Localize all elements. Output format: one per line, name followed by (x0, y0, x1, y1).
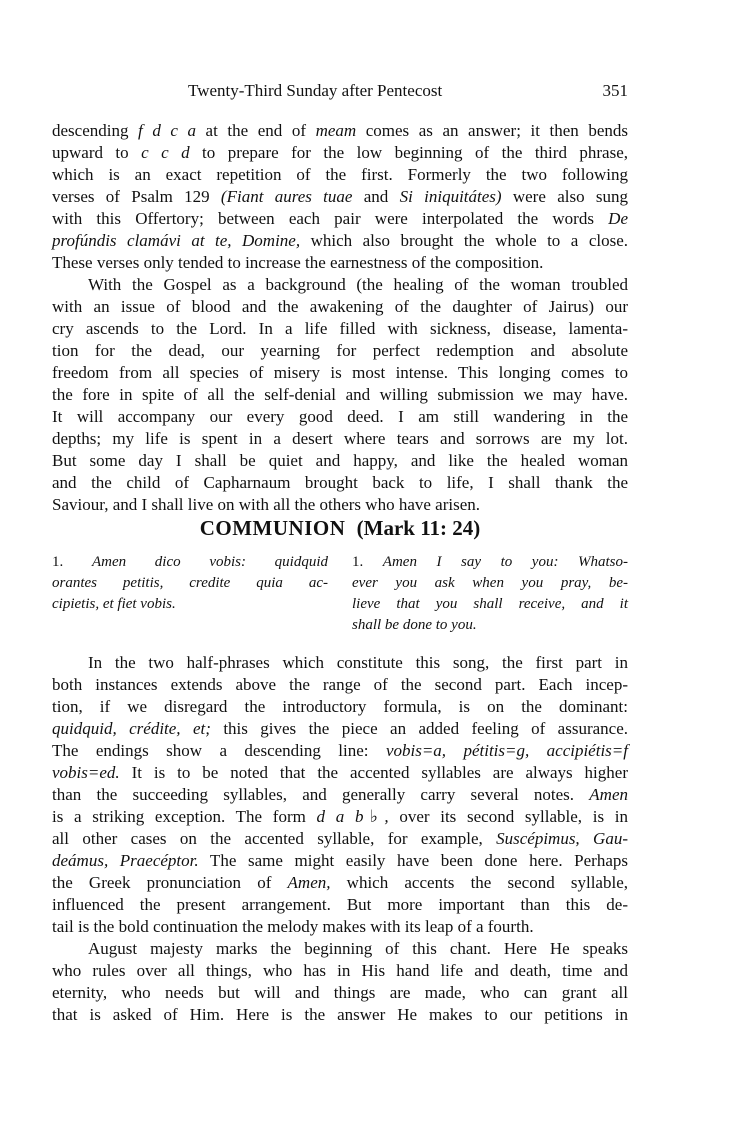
text-line (52, 450, 628, 472)
text-run: Saviour, and I shall live on with all the others who have arisen. (52, 495, 480, 514)
text-line (52, 806, 628, 828)
text-line (52, 552, 328, 573)
paragraph-communion-analysis (52, 652, 628, 938)
italic-text-run: c c d (141, 143, 190, 162)
running-head (52, 80, 628, 102)
page-number: 351 (602, 81, 628, 100)
text-line (352, 615, 628, 636)
text-run: comes as an answer; it then bends (356, 121, 628, 140)
verse-number: 1. (52, 554, 92, 570)
text-line (52, 230, 628, 252)
italic-text-run: De (608, 209, 628, 228)
text-line (52, 696, 628, 718)
text-run: Amen dico vobis: quidquid (91, 554, 328, 570)
italic-text-run: meam (315, 121, 357, 140)
text-run: It will accompany our every good deed. I am still wandering in the (52, 407, 628, 426)
text-run: The endings show a descending line: (52, 741, 386, 760)
scripture-reference: (Mark 11: 24) (356, 516, 481, 540)
text-line (52, 164, 628, 186)
text-run: cry ascends to the Lord. In a life filled with sickness, disease, lamenta- (52, 319, 628, 338)
text-run: verses of Psalm 129 (52, 187, 221, 206)
text-run: is a striking exception. The form (52, 807, 317, 826)
text-run: It is to be noted that the accented syllables are always higher (119, 763, 628, 782)
text-line (52, 384, 628, 406)
text-run: tail is the bold continuation the melody makes with its leap of a fourth. (52, 917, 534, 936)
text-line (52, 340, 628, 362)
latin-text-column (52, 552, 328, 615)
text-run: depths; my life is spent in a desert where tears and sorrows are my lot. (52, 429, 628, 448)
text-run: and the child of Capharnaum brought back to life, I shall thank the (52, 473, 628, 492)
text-line (52, 472, 628, 494)
italic-text-run: Amen (589, 785, 628, 804)
text-line (52, 318, 628, 340)
text-run: freedom from all species of misery is most intense. This longing comes to (52, 363, 628, 382)
text-line (52, 186, 628, 208)
italic-text-run: (Fiant aures tuae (220, 187, 353, 206)
text-run: descending (52, 121, 139, 140)
italic-text-run: f d c a (138, 121, 196, 140)
text-run: which is an exact repetition of the first. Formerly the two following (52, 165, 628, 184)
text-run: the Greek pronunciation of (52, 873, 288, 892)
text-run: which accents the second syllable, (330, 873, 628, 892)
text-line (52, 718, 628, 740)
text-line (52, 938, 628, 960)
text-line (52, 674, 628, 696)
italic-text-run: Amen, (287, 873, 331, 892)
text-line (52, 850, 628, 872)
text-line (52, 274, 628, 296)
italic-text-run: vobis=ed. (52, 763, 120, 782)
text-run: and (352, 187, 400, 206)
italic-text-run: d a b♭, (316, 807, 389, 826)
text-line (352, 552, 628, 573)
text-run: These verses only tended to increase the earnestness of the composition. (52, 253, 544, 272)
text-run: Amen I say to you: Whatso- (382, 554, 628, 570)
text-line (52, 428, 628, 450)
italic-text-run: Suscépimus, Gau- (496, 829, 628, 848)
text-line (52, 120, 628, 142)
section-heading (52, 514, 628, 542)
section-title: COMMUNION (199, 516, 346, 540)
text-run: orantes petitis, credite quia ac- (52, 575, 328, 591)
italic-text-run: quidquid, crédite, et; (52, 719, 211, 738)
text-run: with an issue of blood and the awakening of the daughter of Jairus) our (52, 297, 628, 316)
text-line (52, 740, 628, 762)
text-run: this gives the piece an added feeling of assurance. (210, 719, 628, 738)
text-line (52, 1004, 628, 1026)
italic-text-run: profúndis clamávi at te, Domine, (52, 231, 301, 250)
text-run: that is asked of Him. Here is the answer He makes to our petitions in (52, 1005, 628, 1024)
text-run: The same might easily have been done here. Perhaps (198, 851, 628, 870)
text-run: cipietis, et fiet vobis. (52, 596, 176, 612)
text-line (52, 960, 628, 982)
text-run: August majesty marks the beginning of this chant. Here He speaks (88, 939, 628, 958)
text-line (52, 872, 628, 894)
text-run: with this Offertory; between each pair were interpolated the words (52, 209, 609, 228)
text-run: upward to (52, 143, 142, 162)
text-line (52, 828, 628, 850)
text-line (52, 762, 628, 784)
running-head-title: Twenty-Third Sunday after Pentecost (188, 81, 443, 100)
text-line (52, 652, 628, 674)
text-line (52, 142, 628, 164)
text-line (352, 594, 628, 615)
italic-text-run: Si iniquitátes) (399, 187, 502, 206)
text-run: were also sung (501, 187, 628, 206)
text-run: who rules over all things, who has in His hand life and death, time and (52, 961, 628, 980)
text-run: which also brought the whole to a close. (300, 231, 628, 250)
text-run: In the two half-phrases which constitute this song, the first part in (88, 653, 628, 672)
text-run: to prepare for the low beginning of the third phrase, (189, 143, 629, 162)
text-line (52, 362, 628, 384)
text-run: tion for the dead, our yearning for perfect redemption and absolute (52, 341, 628, 360)
text-run: eternity, who needs but will and things are made, who can grant all (52, 983, 628, 1002)
text-line (52, 916, 628, 938)
italic-text-run: deámus, Praecéptor. (52, 851, 199, 870)
text-run: lieve that you shall receive, and it (352, 596, 628, 612)
text-line (52, 296, 628, 318)
text-run: at the end of (196, 121, 316, 140)
text-run: With the Gospel as a background (the healing of the woman troubled (88, 275, 628, 294)
paragraph-gospel-reflection (52, 274, 628, 516)
text-run: But some day I shall be quiet and happy, and like the healed woman (52, 451, 628, 470)
text-line (52, 573, 328, 594)
text-run: both instances extends above the range of the second part. Each incep- (52, 675, 628, 694)
text-run: the fore in spite of all the self-denial and willing submission we may have. (52, 385, 628, 404)
text-line (52, 784, 628, 806)
text-line (352, 573, 628, 594)
paragraph-offertory-analysis (52, 120, 628, 274)
text-line (52, 494, 628, 516)
text-line (52, 208, 628, 230)
text-run: ever you ask when you pray, be- (352, 575, 628, 591)
text-run: over its second syllable, is in (388, 807, 628, 826)
text-run: all other cases on the accented syllable, for example, (52, 829, 497, 848)
english-translation-column (352, 552, 628, 636)
verse-number: 1. (352, 554, 383, 570)
text-line (52, 894, 628, 916)
text-line (52, 982, 628, 1004)
text-run: tion, if we disregard the introductory formula, is on the dominant: (52, 697, 628, 716)
text-line (52, 406, 628, 428)
text-line (52, 252, 628, 274)
italic-text-run: vobis=a, pétitis=g, accipiétis=f (385, 741, 628, 760)
text-line (52, 594, 328, 615)
text-run: than the succeeding syllables, and generally carry several notes. (52, 785, 590, 804)
paragraph-majesty-reflection (52, 938, 628, 1026)
text-run: influenced the present arrangement. But more important than this de- (52, 895, 628, 914)
text-run: shall be done to you. (352, 617, 477, 633)
